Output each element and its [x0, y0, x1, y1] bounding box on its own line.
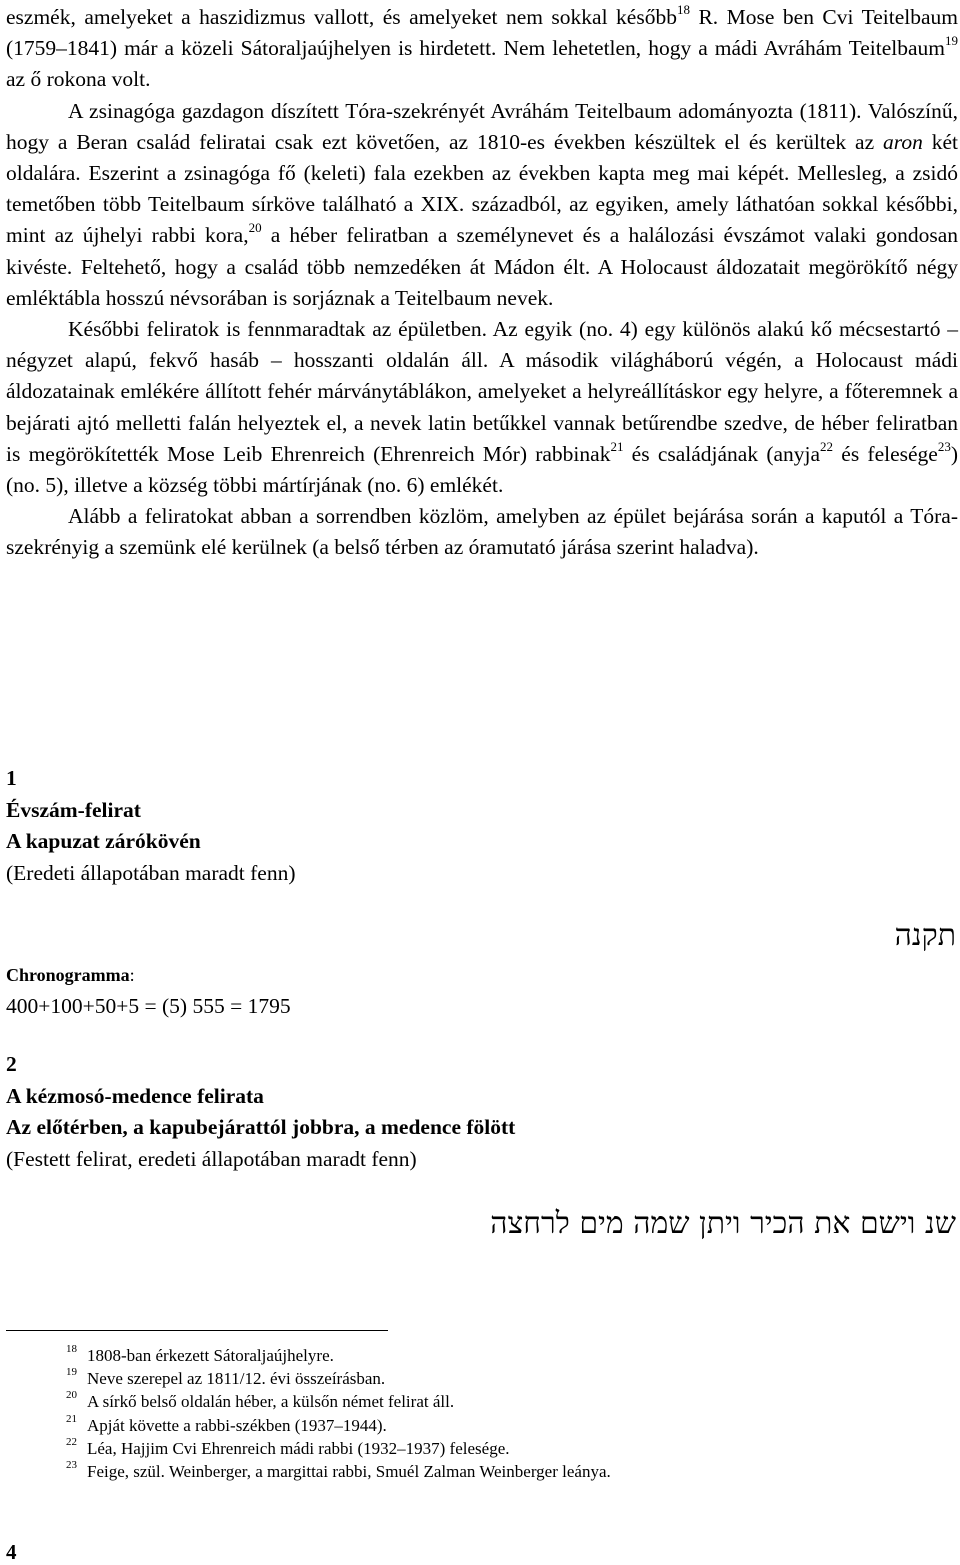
text-run: a héber feliratban a személynevet és a halálozási évszámot valaki gondosan kivéste. Feltehető, hogy a család több nemzedéken át Mádon élt. A Holocaust áldozatait megörökítő négy emléktábla hosszú névsorában is sorjáznak a Teitelbaum nevek.: [6, 223, 958, 310]
section-1-heading: [6, 763, 958, 889]
footnote-18: [66, 1344, 611, 1367]
section-number: 1: [6, 766, 17, 790]
paragraph-2: [6, 314, 958, 501]
section-note: (Eredeti állapotában maradt fenn): [6, 860, 296, 885]
footnote-ref-19: 19: [945, 33, 958, 49]
footnote-number: 22: [66, 1435, 77, 1448]
footnote-text: Léa, Hajjim Cvi Ehrenreich mádi rabbi (1932–1937) felesége.: [87, 1438, 510, 1458]
text-run: eszmék, amelyeket a haszidizmus vallott, és amelyeket nem sokkal később: [6, 5, 677, 29]
text-run: és felesége: [833, 441, 938, 466]
footnote-number: 23: [66, 1459, 77, 1472]
section-title: Évszám-felirat: [6, 797, 141, 822]
footnote-ref-22: 22: [820, 438, 834, 454]
section-number: 2: [6, 1052, 17, 1076]
footnote-divider: [6, 1330, 388, 1331]
footnote-ref-18: 18: [676, 2, 690, 17]
footnote-23: [66, 1460, 611, 1483]
footnote-text: Apját követte a rabbi-székben (1937–1944).: [87, 1415, 387, 1435]
hebrew-inscription-2: שנ וישם את הכיר ויתן שמה מים לרחצה: [490, 1206, 956, 1241]
chronogram: [6, 960, 291, 1022]
paragraph-1b: [6, 96, 958, 314]
chronogram-label-text: Chronogramma: [6, 965, 130, 985]
italic-term: aron: [883, 129, 923, 154]
page-number: 4: [6, 1540, 17, 1564]
text-run: ) (no. 5), illetve a község többi mártírjának (no. 6) emlékét.: [6, 441, 959, 498]
section-title: A kézmosó-medence felirata: [6, 1083, 264, 1108]
footnote-text: A sírkő belső oldalán héber, a külsőn német felirat áll.: [87, 1392, 455, 1412]
hebrew-inscription-1: תקנה: [894, 918, 956, 953]
footnote-ref-21: 21: [610, 438, 624, 454]
text-run: R. Mose ben Cvi Teitelbaum (1759–1841) már a közeli Sátoraljaújhelyen is hirdetett. Nem lehetetlen, hogy a mádi Avráhám Teitelbaum: [6, 5, 958, 61]
chronogram-value: 400+100+50+5 = (5) 555 = 1795: [6, 994, 291, 1018]
page: [6, 0, 958, 564]
section-2-heading: [6, 1049, 958, 1175]
footnote-text: 1808-ban érkezett Sátoraljaújhelyre.: [87, 1346, 334, 1365]
chronogram-label: [6, 960, 291, 991]
footnote-ref-23: 23: [937, 438, 951, 454]
footnote-number: 20: [66, 1389, 77, 1402]
paragraph-1: [6, 2, 958, 96]
section-subtitle: Az előtérben, a kapubejárattól jobbra, a medence fölött: [6, 1115, 516, 1139]
section-subtitle: A kapuzat zárókövén: [6, 829, 201, 853]
text-run: Későbbi feliratok is fennmaradtak az épületben. Az egyik (no. 4) egy különös alakú kő mécsestartó – négyzet alapú, fekvő hasáb – hosszanti oldalán áll. A második világháború végén, a Holocaust mádi áldozatainak emlékére állított fehér márványtáblákon, amelyeket a helyreállításkor egy helyre, a főteremnek a bejárati ajtó melletti falán helyeztek el, a nevek latin betűkkel vannak betűrendbe szedve, de héber feliratban is megörökítették Mose Leib Ehrenreich (Ehrenreich Mór) rabbinak: [6, 317, 958, 466]
footnote-19: [66, 1367, 611, 1390]
text-run: és családjának (anyja: [623, 441, 821, 466]
footnote-number: 19: [66, 1366, 77, 1379]
footnote-text: Feige, szül. Weinberger, a margittai rabbi, Smuél Zalman Weinberger leánya.: [87, 1462, 611, 1482]
body-text: [6, 0, 958, 564]
chronogram-colon: :: [129, 965, 135, 985]
text-run: A zsinagóga gazdagon díszített Tóra-szekrényét Avráhám Teitelbaum adományozta (1811). Valószínű, hogy a Beran család feliratai csak ezt követően, az 1810-es években készültek el és kerültek az: [6, 98, 958, 154]
footnote-ref-20: 20: [248, 220, 262, 236]
footnote-21: [66, 1414, 611, 1437]
footnote-text: Neve szerepel az 1811/12. évi összeírásban.: [87, 1369, 386, 1389]
text-run: két oldalára. Eszerint a zsinagóga fő (keleti) fala ezekben az években kapta meg mai képét. Mellesleg, a zsidó temetőben több Teitelbaum sírköve található a XIX. századból, az egyiken, amely láthatóan sokkal későbbi, mint az újhelyi rabbi kora,: [6, 129, 958, 248]
text-run: az ő rokona volt.: [6, 67, 151, 92]
footnote-20: [66, 1390, 611, 1413]
section-note: (Festett felirat, eredeti állapotában maradt fenn): [6, 1146, 417, 1171]
footnote-number: 18: [66, 1343, 77, 1355]
footnote-22: [66, 1437, 611, 1460]
footnote-number: 21: [66, 1412, 77, 1425]
paragraph-3: Alább a feliratokat abban a sorrendben közlöm, amelyben az épület bejárása során a kaputól a Tóra-szekrényig a szemünk elé kerülnek (a belső térben az óramutató járása szerint haladva).: [6, 504, 958, 560]
footnotes: [66, 1344, 611, 1483]
